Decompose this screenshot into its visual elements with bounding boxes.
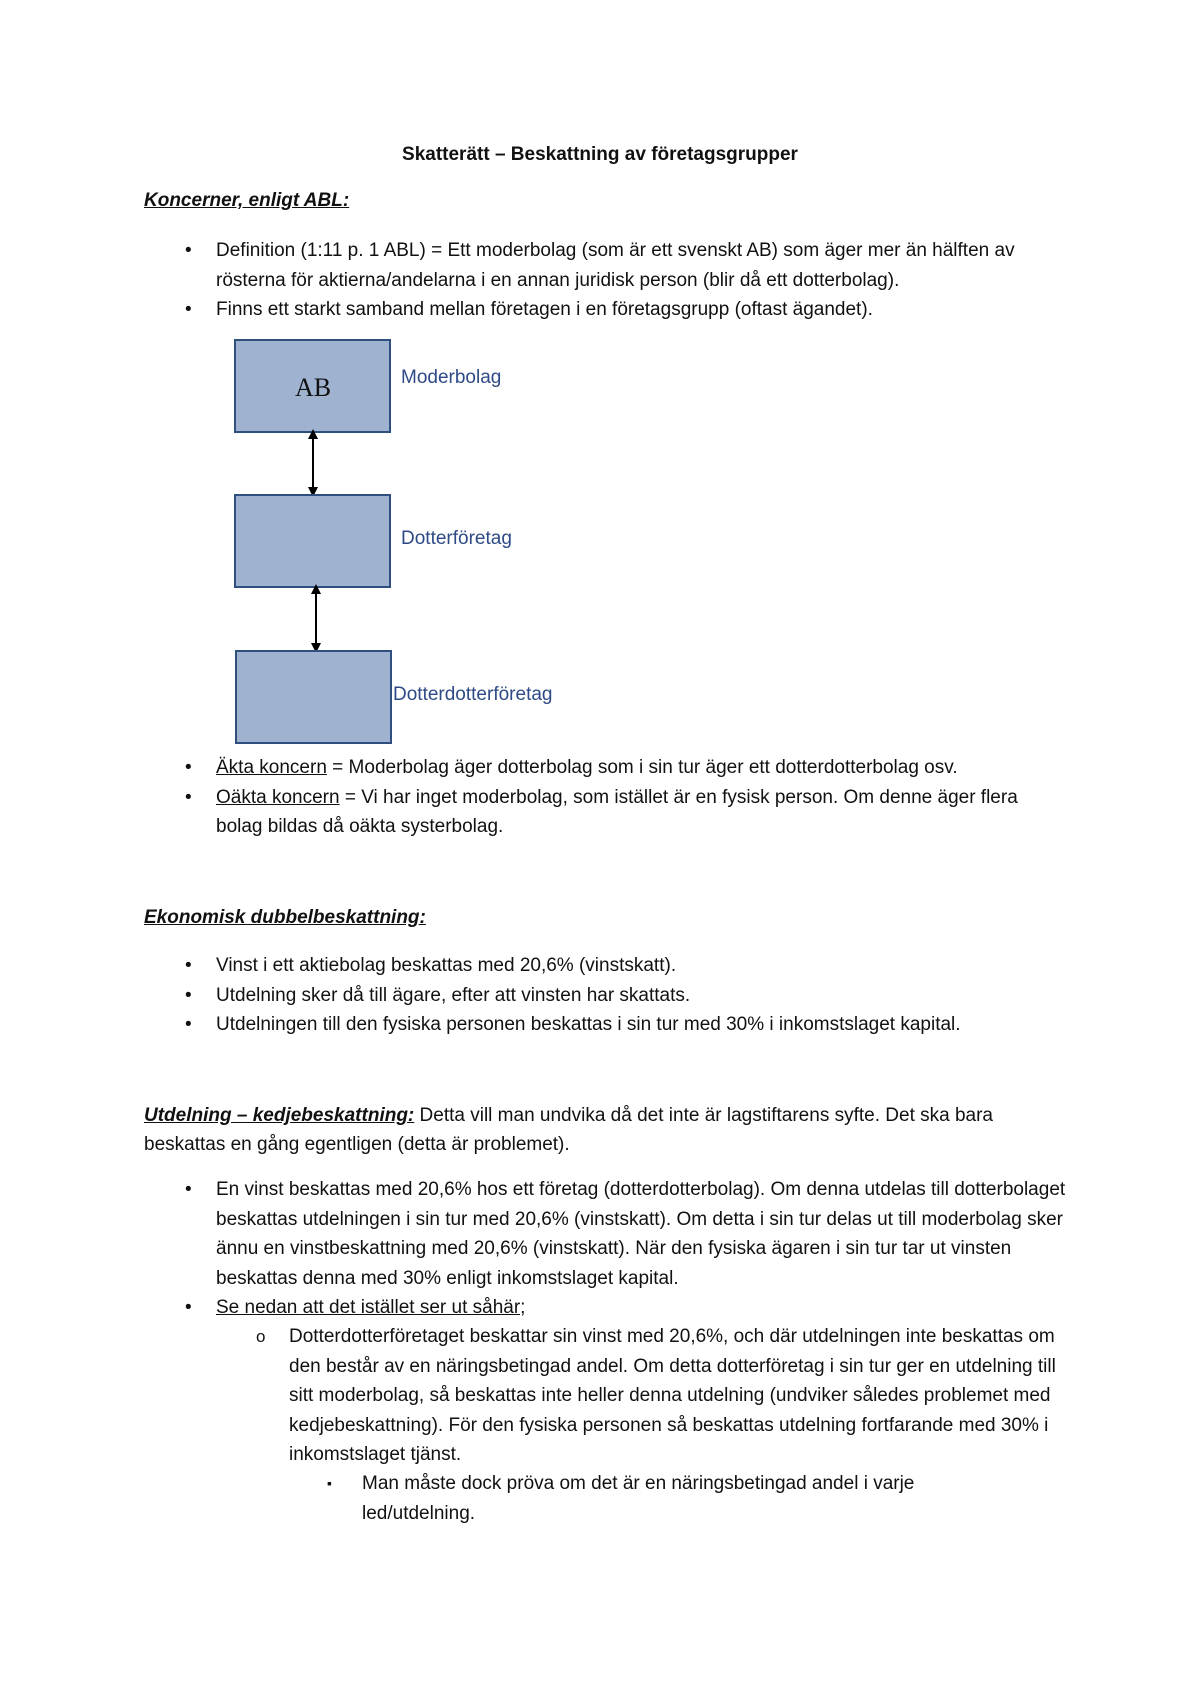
page-title: Skatterätt – Beskattning av företagsgrupper xyxy=(402,144,798,165)
sub-sub-list-item: ▪ Man måste dock pröva om det är en näringsbetingad andel i varje led/utdelning. xyxy=(362,1469,962,1528)
kedjebeskattning-sub-sub-list xyxy=(362,1469,962,1528)
list-item: • Utdelningen till den fysiska personen beskattas i sin tur med 30% i inkomstslaget kapital. xyxy=(216,1010,1066,1040)
parent-company-box-label: AB xyxy=(294,373,332,402)
subsidiary-box xyxy=(235,495,390,587)
section-heading-dubbelbeskattning: Ekonomisk dubbelbeskattning: xyxy=(144,907,426,928)
see-below-text: Se nedan att det istället ser ut såhär; xyxy=(216,1297,526,1318)
definition-text: = Vi har inget moderbolag, som istället är en fysisk person. Om denne äger flera bolag bildas då oäkta systerbolag. xyxy=(216,786,1018,837)
sub-list-item: o Dotterdotterföretaget beskattar sin vinst med 20,6%, och där utdelningen inte beskattas om den består av en näringsbetingad andel. Om detta dotterföretag i sin tur ger en utdelning till sitt moderbolag, så beskattas inte heller denna utdelning (undviker således problemet med kedjebeskattning). För den fysiska personen så beskattas utdelning fortfarande med 30% i inkomstslaget tjänst. xyxy=(289,1322,1069,1470)
list-item: • Utdelning sker då till ägare, efter att vinsten har skattats. xyxy=(216,981,1066,1011)
label-dotterdotterforetag: Dotterdotterföretag xyxy=(393,684,553,705)
label-dotterforetag: Dotterföretag xyxy=(401,528,512,549)
kedjebeskattning-bullet-list xyxy=(216,1175,1066,1323)
list-item xyxy=(216,783,1066,842)
kedjebeskattning-sub-list xyxy=(289,1322,1069,1470)
dubbelbeskattning-bullet-list xyxy=(216,951,1066,1040)
koncern-types-list xyxy=(216,753,1066,842)
term-akta-koncern: Äkta koncern xyxy=(216,757,327,778)
section-heading-kedjebeskattning: Utdelning – kedjebeskattning: xyxy=(144,1105,415,1126)
kedjebeskattning-intro xyxy=(144,1101,1064,1159)
intro-text: Detta vill man undvika då det inte är lagstiftarens syfte. Det ska bara beskattas en gång egentligen (detta är problemet). xyxy=(144,1105,993,1155)
list-item: • Definition (1:11 p. 1 ABL) = Ett moderbolag (som är ett svenskt AB) som äger mer än hälften av rösterna för aktierna/andelarna i en annan juridisk person (blir då ett dotterbolag). xyxy=(216,236,1066,295)
list-item: • Finns ett starkt samband mellan företagen i en företagsgrupp (oftast ägandet). xyxy=(216,295,1066,325)
list-item xyxy=(216,1293,1066,1323)
list-item xyxy=(216,753,1066,783)
definition-text: = Moderbolag äger dotterbolag som i sin tur äger ett dotterdotterbolag osv. xyxy=(326,757,958,778)
term-oakta-koncern: Oäkta koncern xyxy=(216,786,340,808)
sub-subsidiary-box xyxy=(236,651,391,743)
list-item: • En vinst beskattas med 20,6% hos ett företag (dotterdotterbolag). Om denna utdelas till dotterbolaget beskattas utdelningen i sin tur med 20,6% (vinstskatt). Om detta i sin tur delas ut till moderbolag sker ännu en vinstbeskattning med 20,6% (vinstskatt). När den fysiska ägaren i sin tur tar ut vinsten beskattas denna med 30% enligt inkomstslaget kapital. xyxy=(216,1175,1066,1293)
section-heading-koncerner: Koncerner, enligt ABL: xyxy=(144,190,350,211)
list-item: • Vinst i ett aktiebolag beskattas med 20,6% (vinstskatt). xyxy=(216,951,1066,981)
label-moderbolag: Moderbolag xyxy=(401,367,502,388)
